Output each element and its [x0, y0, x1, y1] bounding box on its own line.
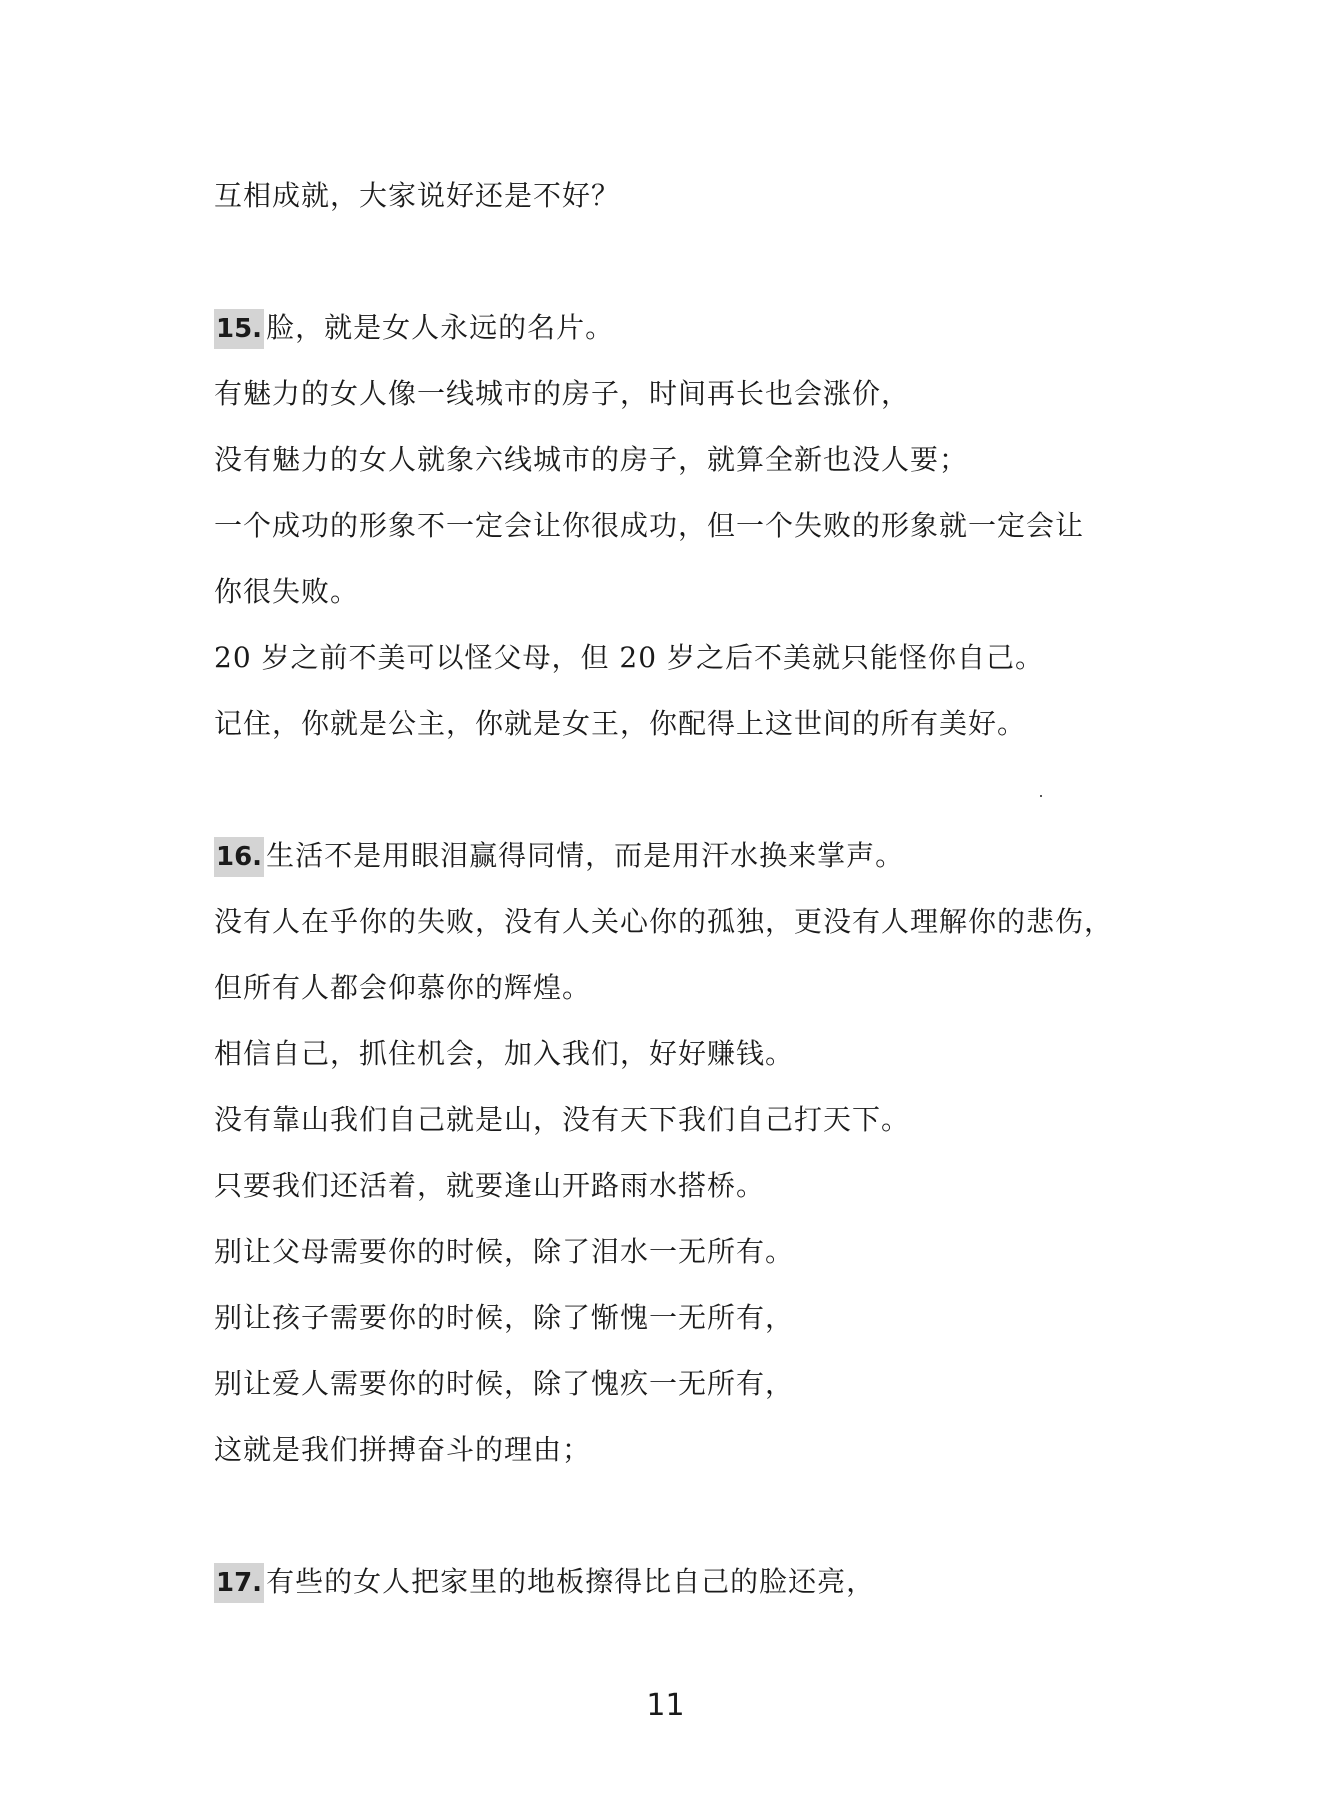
- section-16-heading-text: 生活不是用眼泪赢得同情，而是用汗水换来掌声。: [266, 839, 905, 872]
- section-17-heading: [214, 1562, 1144, 1628]
- section-15-line-3: 一个成功的形象不一定会让你很成功，但一个失败的形象就一定会让: [214, 509, 1085, 542]
- section-17-heading-text: 有些的女人把家里的地板擦得比自己的脸还亮，: [266, 1565, 876, 1598]
- section-15-line-4: 你很失败。: [214, 575, 360, 608]
- document-body: [214, 176, 1144, 1628]
- section-15-heading-text: 脸，就是女人永远的名片。: [266, 311, 615, 344]
- section-16-line-5: 只要我们还活着，就要逢山开路雨水搭桥。: [214, 1169, 766, 1202]
- section-16-line-7: 别让孩子需要你的时候，除了惭愧一无所有，: [214, 1301, 795, 1334]
- stray-dot-mark: [1040, 795, 1042, 797]
- section-16-line-3: 相信自己，抓住机会，加入我们，好好赚钱。: [214, 1037, 795, 1070]
- section-15-heading: [214, 308, 1144, 374]
- section-16-line-8: 别让爱人需要你的时候，除了愧疚一无所有，: [214, 1367, 795, 1400]
- section-16-line-9: 这就是我们拼搏奋斗的理由；: [214, 1433, 592, 1466]
- section-gap: [214, 242, 1144, 308]
- section-16-heading: [214, 836, 1144, 902]
- page-number: 11: [646, 1688, 685, 1723]
- section-17-number: 17.: [214, 1563, 264, 1603]
- section-16-line-1: 没有人在乎你的失败，没有人关心你的孤独，更没有人理解你的悲伤，: [214, 905, 1114, 938]
- section-15-line-5: 20 岁之前不美可以怪父母，但 20 岁之后不美就只能怪你自己。: [214, 641, 1044, 674]
- section-15-number: 15.: [214, 309, 264, 349]
- intro-line: 互相成就，大家说好还是不好？: [214, 179, 621, 212]
- section-gap: [214, 770, 1144, 836]
- section-16-line-4: 没有靠山我们自己就是山，没有天下我们自己打天下。: [214, 1103, 911, 1136]
- section-16-line-2: 但所有人都会仰慕你的辉煌。: [214, 971, 592, 1004]
- section-gap: [214, 1496, 1144, 1562]
- section-15-line-6: 记住，你就是公主，你就是女王，你配得上这世间的所有美好。: [214, 707, 1027, 740]
- section-16-line-6: 别让父母需要你的时候，除了泪水一无所有。: [214, 1235, 795, 1268]
- section-15-line-1: 有魅力的女人像一线城市的房子，时间再长也会涨价，: [214, 377, 911, 410]
- section-16-number: 16.: [214, 837, 264, 877]
- section-15-line-2: 没有魅力的女人就象六线城市的房子，就算全新也没人要；: [214, 443, 969, 476]
